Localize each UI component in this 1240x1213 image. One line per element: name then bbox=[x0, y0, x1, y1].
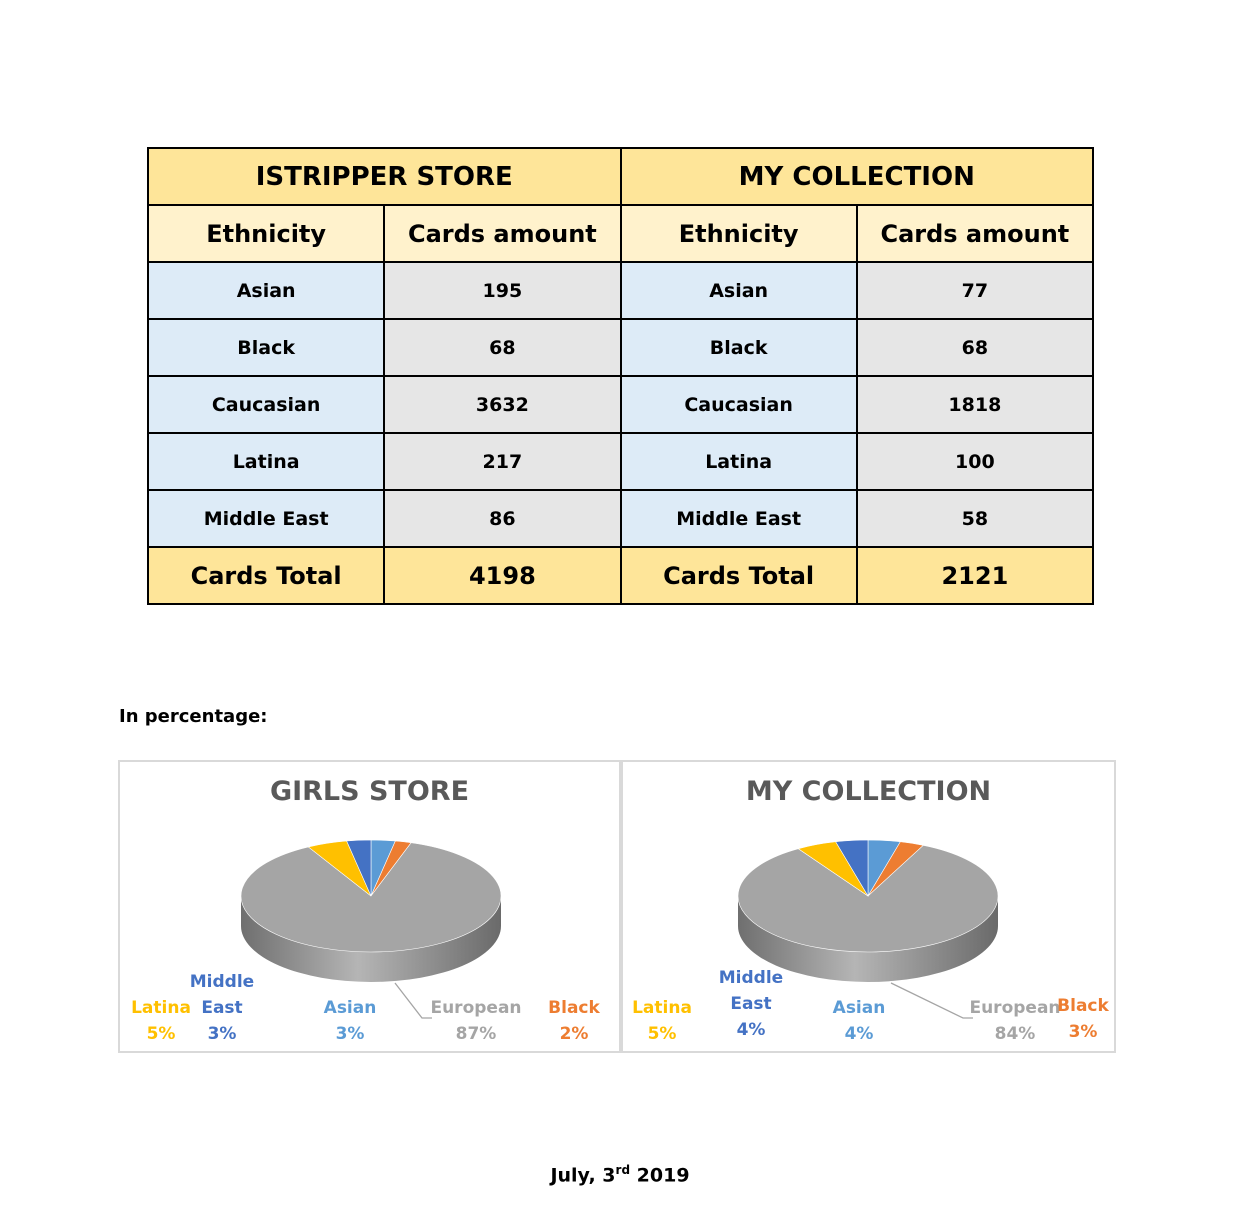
store-ethnicity-header: Ethnicity bbox=[148, 205, 384, 262]
collection-amount-cell: 100 bbox=[857, 433, 1093, 490]
table-row bbox=[148, 490, 1093, 547]
store-ethnicity-cell: Caucasian bbox=[148, 376, 384, 433]
date-superscript: rd bbox=[615, 1163, 631, 1177]
store-amount-cell: 3632 bbox=[384, 376, 620, 433]
collection-total-value: 2121 bbox=[857, 547, 1093, 604]
chart-title: GIRLS STORE bbox=[269, 776, 470, 807]
cards-table bbox=[147, 147, 1094, 605]
european-value: 87% bbox=[455, 1024, 497, 1044]
store-ethnicity-cell: Middle East bbox=[148, 490, 384, 547]
black-label bbox=[546, 995, 602, 1047]
asian-value: 4% bbox=[844, 1024, 874, 1044]
middle-east-value: 3% bbox=[207, 1024, 237, 1044]
collection-ethnicity-cell: Asian bbox=[621, 262, 857, 319]
store-ethnicity-cell: Black bbox=[148, 319, 384, 376]
asian-value: 3% bbox=[335, 1024, 365, 1044]
asian-name: Asian bbox=[323, 998, 377, 1018]
store-ethnicity-cell: Latina bbox=[148, 433, 384, 490]
asian-name: Asian bbox=[832, 998, 886, 1018]
latina-label bbox=[130, 995, 192, 1047]
latina-name: Latina bbox=[632, 998, 692, 1018]
store-ethnicity-cell: Asian bbox=[148, 262, 384, 319]
collection-total-label: Cards Total bbox=[621, 547, 857, 604]
latina-value: 5% bbox=[647, 1024, 677, 1044]
black-value: 3% bbox=[1068, 1022, 1098, 1042]
collection-ethnicity-cell: Caucasian bbox=[621, 376, 857, 433]
collection-title: MY COLLECTION bbox=[621, 148, 1094, 205]
european-label bbox=[969, 995, 1061, 1047]
middle-east-name-line1: Middle bbox=[718, 968, 784, 988]
chart-title: MY COLLECTION bbox=[745, 776, 992, 807]
european-label bbox=[430, 995, 522, 1047]
middle-east-name-line1: Middle bbox=[189, 972, 255, 992]
date-prefix: July, 3 bbox=[550, 1164, 616, 1187]
store-amount-cell: 217 bbox=[384, 433, 620, 490]
collection-amount-cell: 58 bbox=[857, 490, 1093, 547]
latina-value: 5% bbox=[146, 1024, 176, 1044]
middle-east-label bbox=[715, 965, 787, 1043]
middle-east-label bbox=[186, 969, 258, 1047]
store-total-value: 4198 bbox=[384, 547, 620, 604]
black-name: Black bbox=[1057, 996, 1109, 1016]
store-amount-header: Cards amount bbox=[384, 205, 620, 262]
latina-label bbox=[631, 995, 693, 1047]
collection-amount-cell: 1818 bbox=[857, 376, 1093, 433]
european-name: European bbox=[969, 998, 1061, 1018]
table-row bbox=[148, 376, 1093, 433]
store-amount-cell: 86 bbox=[384, 490, 620, 547]
table-row bbox=[148, 433, 1093, 490]
date-suffix: 2019 bbox=[630, 1164, 690, 1187]
black-name: Black bbox=[548, 998, 600, 1018]
store-total-label: Cards Total bbox=[148, 547, 384, 604]
collection-amount-header: Cards amount bbox=[857, 205, 1093, 262]
store-amount-cell: 195 bbox=[384, 262, 620, 319]
middle-east-name-line2: East bbox=[201, 998, 243, 1018]
percentage-heading: In percentage: bbox=[119, 706, 268, 727]
latina-name: Latina bbox=[131, 998, 191, 1018]
european-name: European bbox=[430, 998, 522, 1018]
middle-east-name-line2: East bbox=[730, 994, 772, 1014]
collection-ethnicity-cell: Black bbox=[621, 319, 857, 376]
store-title: ISTRIPPER STORE bbox=[148, 148, 621, 205]
collection-ethnicity-header: Ethnicity bbox=[621, 205, 857, 262]
middle-east-value: 4% bbox=[736, 1020, 766, 1040]
collection-ethnicity-cell: Latina bbox=[621, 433, 857, 490]
table-row bbox=[148, 319, 1093, 376]
total-row bbox=[148, 547, 1093, 604]
european-leader-line bbox=[395, 983, 432, 1018]
black-value: 2% bbox=[559, 1024, 589, 1044]
footer-date bbox=[0, 1163, 1240, 1186]
asian-label bbox=[827, 995, 891, 1047]
collection-amount-cell: 68 bbox=[857, 319, 1093, 376]
collection-chart-panel bbox=[621, 760, 1116, 1053]
table-row bbox=[148, 262, 1093, 319]
store-amount-cell: 68 bbox=[384, 319, 620, 376]
collection-amount-cell: 77 bbox=[857, 262, 1093, 319]
asian-label bbox=[318, 995, 382, 1047]
store-chart-panel bbox=[118, 760, 621, 1053]
black-label bbox=[1055, 993, 1111, 1045]
european-leader-line bbox=[891, 983, 973, 1018]
european-value: 84% bbox=[994, 1024, 1036, 1044]
collection-ethnicity-cell: Middle East bbox=[621, 490, 857, 547]
